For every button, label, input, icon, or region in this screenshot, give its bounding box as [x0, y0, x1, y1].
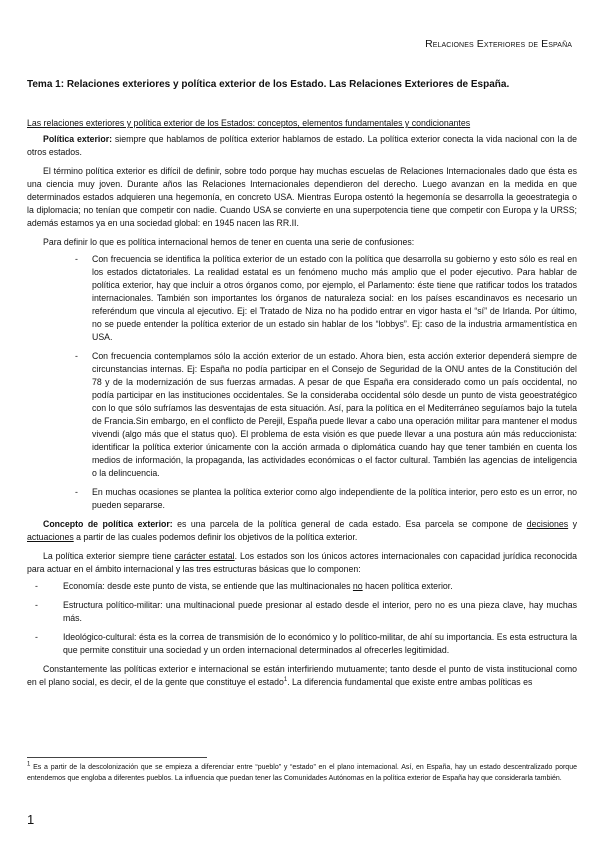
footnote-divider — [27, 757, 207, 758]
underlined-no: no — [352, 581, 363, 591]
caracter-text-1: La política exterior siempre tiene — [43, 551, 175, 561]
list-item-text: En muchas ocasiones se plantea la política exterior como algo independiente de la política interior, pero esto es un error, no pueden separarse. — [92, 487, 577, 510]
footnote-mark: 1 — [27, 761, 31, 768]
list-item — [27, 631, 577, 657]
confusions-list — [27, 253, 577, 512]
paragraph-definir: Para definir lo que es política internacional hemos de tener en cuenta una serie de confusiones: — [43, 237, 415, 247]
list-item-text: Con frecuencia se identifica la política exterior de un estado con la política que desarrolla su gobierno y esto sólo es real en los estados dictatoriales. La realidad estatal es un fenómeno mucho más amplio que el poder ejecutivo. Para hablar de política exterior, hay que incluir a otros órganos como, por ejemplo, el Parlamento: éste tiene que ratificar todos los tratados internacionales. También son importantes los órganos de naturaleza social: en los países escandinavos es necesario un referéndum que vincula al ejecutivo. Ej: el Tratado de Niza no ha podido entrar en vigor hasta el “sí” de Irlanda. Por último, no se puede entender la política exterior de un estado sin hablar de los “lobbys”. Ej: caso de la industria armamentística en USA. — [92, 254, 577, 342]
definition-text: siempre que hablamos de política exterior hablamos de estado. La política exterior conecta la vida nacional con la de otros estados. — [27, 134, 577, 157]
paragraph-constantemente — [27, 663, 577, 689]
constantemente-text-1: Constantemente las políticas exterior e internacional se están interfiriendo mutuamente; tanto desde el punto de vista institucional como en el plano social, es decir, el de la gente que constituye el estado — [27, 664, 577, 687]
page-content — [27, 78, 577, 689]
footnote-reference[interactable]: 1 — [283, 677, 288, 684]
footnote — [27, 763, 577, 784]
underlined-actuaciones: actuaciones — [27, 532, 74, 542]
structures-list — [27, 580, 577, 657]
paragraph-caracter — [27, 550, 577, 576]
term-concepto: Concepto de política exterior: — [43, 519, 173, 529]
list-item — [27, 599, 577, 625]
economia-text-2: hacen política exterior. — [362, 581, 453, 591]
running-header: Relaciones Exteriores de España — [425, 38, 572, 50]
dash-marker: - — [75, 351, 78, 361]
dash-marker: - — [35, 600, 38, 610]
dash-marker: - — [35, 581, 38, 591]
term-politica-exterior: Política exterior: — [43, 134, 113, 144]
topic-title: Tema 1: Relaciones exteriores y política exterior de los Estado. Las Relaciones Exteriores de España. — [27, 79, 510, 90]
dash-marker: - — [75, 487, 78, 497]
list-item — [27, 580, 577, 593]
list-item-text: Con frecuencia contemplamos sólo la acción exterior de un estado. Ahora bien, esta acción exterior dependerá siempre de circunstancias internas. Ej: España no podía participar en el Consejo de Seguridad de la ONU antes de la Constitución del 78 y de la modernización de sus fuerzas armadas. A pesar de que España era considerado como un país occidental, no podía participar en las instituciones occidentales. Se la consideraba occidental sólo desde un punto de vista geoestratégico con lo que sólo sufríamos las desventajas de esta situación. Así, para la política en el Mediterráneo seguíamos bajo la tutela de Francia.Sin embargo, en el conflicto de Perejil, España puede llevar a cabo una operación militar para mantener el modus vivendi (algo más que el status quo). El problema de esta visión es que puede llevar a una postura aún más reduccionista: identificar la política exterior únicamente con la acción armada o diplomática cuando hay que tener también en cuenta los medios de información, la propaganda, las actividades económicas o el factor cultural. También las agencias de inteligencia o la delincuencia. — [92, 351, 577, 478]
section-title: Las relaciones exteriores y política exterior de los Estados: conceptos, elementos fundamentales y condicionantes — [27, 118, 471, 128]
dash-marker: - — [35, 632, 38, 642]
list-item — [27, 350, 577, 480]
cultural-text: Ideológico-cultural: ésta es la correa de transmisión de lo económico y lo político-militar, de ahí su importancia. Es esta estructura la que permite constituir una sociedad y un orden internacional determinados al ofrecerles legitimidad. — [63, 632, 577, 655]
list-item — [27, 486, 577, 512]
concepto-text-1: es una parcela de la política general de cada estado. Esa parcela se compone de — [172, 519, 527, 529]
militar-text: Estructura político-militar: una multinacional puede presionar al estado desde el interior, pero no es una pieza clave, hay muchas más. — [63, 600, 577, 623]
paragraph-termino: El término política exterior es difícil de definir, sobre todo porque hay muchas escuelas de Relaciones Internacionales dado que ésta es una ciencia muy joven. Durante años las Relaciones Internacionales dependieron del derecho. Luego avanzan en la medida en que determinados estados adquieren una hegemonía, en concreto USA. Mientras Europa ostentó la hegemonía se desarrolla la geoestrategia o la diplomacia; no tenían que competir con nadie. Cuando USA se convierte en una superpotencia tiene que competir con Europa y la URSS; además estamos ya en una sociedad global: en 1945 nacen las RR.II. — [27, 166, 577, 228]
concepto-text-3: a partir de las cuales podemos definir los objetivos de la política exterior. — [73, 532, 358, 542]
caracter-text-2: . Los estados son los únicos actores internacionales con capacidad jurídica reconocida para actuar en el ámbito internacional y las tres estructuras básicas que lo componen: — [27, 551, 577, 574]
paragraph-concepto — [27, 518, 577, 544]
page-number: 1 — [27, 812, 35, 827]
paragraph-politica-exterior — [27, 133, 577, 159]
economia-text-1: Economía: desde este punto de vista, se entiende que las multinacionales — [63, 581, 353, 591]
constantemente-text-2: . La diferencia fundamental que existe entre ambas políticas es — [287, 677, 533, 687]
dash-marker: - — [75, 254, 78, 264]
list-item — [27, 253, 577, 344]
underlined-caracter-estatal: carácter estatal — [174, 551, 235, 561]
footnote-text: Es a partir de la descolonización que se empieza a diferenciar entre “pueblo” y “estado” en el plano internacional. Así, en España, hay un estado descentralizado porque entendemos que engloba a diferentes pueblos. La influencia que puedan tener las Comunidades Autónomas en la política exterior de España hay que considerarla también. — [27, 764, 577, 782]
underlined-decisiones: decisiones — [526, 519, 569, 529]
concepto-text-2: y — [568, 519, 577, 529]
